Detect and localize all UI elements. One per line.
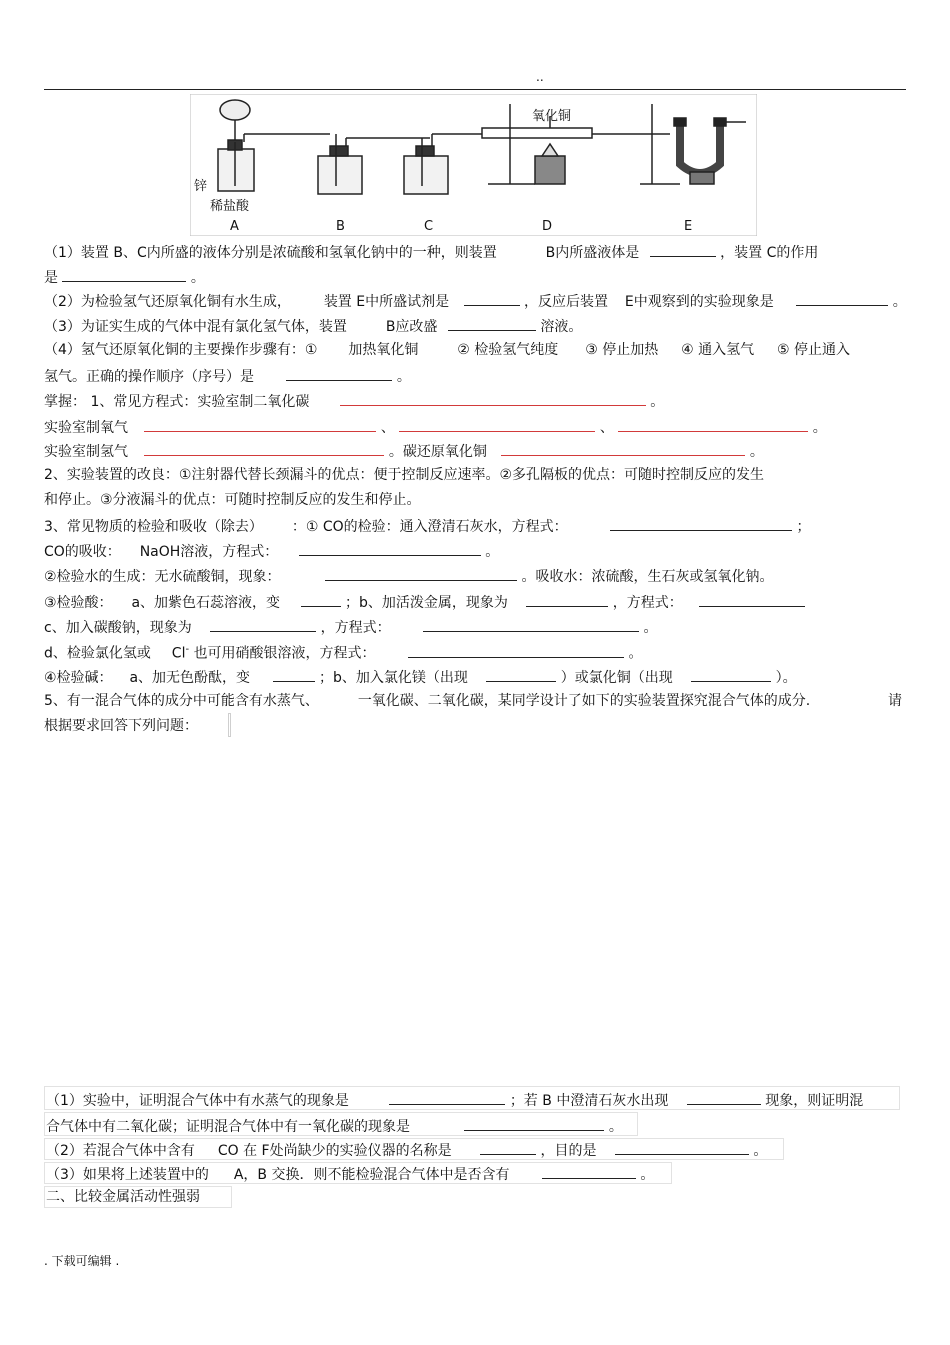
label-b: B [336, 219, 345, 234]
label-a: A [230, 219, 239, 234]
point5-text-a: 5、有一混合气体的成分中可能含有水蒸气、 [44, 693, 319, 709]
hcl-line: d、检验氯化氢或 Cl- 也可用硝酸银溶液，方程式： 。 [44, 644, 643, 662]
q1-blank-function[interactable] [62, 267, 186, 282]
master-line2 [44, 417, 827, 437]
h2-equation-blank[interactable] [144, 441, 384, 456]
hcl-text-d: 。 [628, 645, 643, 662]
label-e: E [684, 219, 693, 234]
s3-text-a: （3）如果将上述装置中的 [46, 1167, 209, 1183]
master-line1 [44, 391, 664, 411]
mgcl2-precipitate-blank[interactable] [486, 667, 556, 682]
base-text-d: ）或氯化铜（出现 [560, 670, 673, 686]
q4-text-g: 氢气。正确的操作顺序（序号）是 [44, 369, 254, 385]
o2-equation-blank-1[interactable] [144, 417, 376, 432]
q1-text-e: 。 [190, 270, 205, 286]
q1-text-c: ，装置 C的作用 [720, 245, 819, 261]
q4-text-f: ⑤ 停止通入 [777, 342, 851, 358]
hcl-text-a: d、检验氯化氢或 [44, 645, 151, 662]
q2-text-b: 装置 E中所盛试剂是 [323, 294, 450, 310]
q2-text-d: E中观察到的实验现象是 [624, 294, 774, 310]
base-text-b: a、加无色酚酞，变 [129, 670, 251, 686]
q1-text-a: （1）装置 B、C内所盛的液体分别是浓硫酸和氢氧化钠中的一种，则装置 [44, 245, 497, 261]
undetectable-gas-blank[interactable] [542, 1164, 636, 1179]
q4-text-h: 。 [396, 369, 411, 385]
q4-blank-order[interactable] [286, 366, 392, 381]
phenolphthalein-color-blank[interactable] [273, 667, 315, 682]
acid-line1 [44, 592, 805, 612]
point2-line1 [44, 466, 764, 484]
base-line [44, 667, 797, 687]
point3-text-c: 的检验：通入澄清石灰水，方程式： [343, 519, 568, 535]
point5-line1 [44, 692, 810, 710]
o2-equation-blank-2[interactable] [399, 417, 595, 432]
q4-line2 [44, 366, 411, 386]
q4-text-c: ② 检验氢气纯度 [457, 342, 559, 358]
acid-text-f: ，方程式： [320, 620, 391, 636]
s2-text-e: 。 [753, 1143, 768, 1159]
cell-border [228, 713, 231, 737]
hcl-text-b: Cl [171, 645, 186, 662]
purpose-blank[interactable] [615, 1140, 749, 1155]
acid-text-g: 。 [643, 620, 658, 636]
section2-heading: 二、比较金属活动性强弱 [46, 1189, 200, 1205]
master-text-o2: 实验室制氧气 [44, 420, 128, 436]
water-text-b: 。吸收水：浓硫酸，生石灰或氢氧化钠。 [521, 569, 774, 585]
master-text-end2: 。 [812, 420, 827, 436]
co2-equation-blank[interactable] [340, 391, 646, 406]
footer-note: . 下载可编辑 . [44, 1254, 120, 1268]
header-rule [44, 89, 906, 90]
litmus-color-blank[interactable] [301, 592, 341, 607]
acid-text-e: c、加入碳酸钠，现象为 [44, 620, 192, 636]
q3-text-b: B应改盛 [385, 319, 438, 335]
s2-text-d: ，目的是 [540, 1143, 597, 1159]
cuo-label: 氧化铜 [532, 109, 572, 124]
label-d: D [542, 219, 553, 234]
q4-text-d: ③ 停止加热 [585, 342, 659, 358]
metal-equation-blank[interactable] [699, 592, 805, 607]
q2-line [44, 291, 907, 311]
co-phenomenon-blank[interactable] [464, 1116, 604, 1131]
water-text-a: ②检验水的生成：无水硫酸铜，现象： [44, 569, 281, 585]
master-text-end1: 。 [650, 394, 665, 410]
s3-text-b: A，B 交换．则不能检验混合气体中是否含有 [233, 1167, 510, 1183]
o2-equation-blank-3[interactable] [618, 417, 808, 432]
q2-blank-reagent[interactable] [464, 291, 520, 306]
label-c: C [424, 219, 434, 234]
zinc-label: 锌 [194, 179, 208, 194]
limewater-phenomenon-blank[interactable] [687, 1090, 761, 1105]
s1-text-d: 合气体中有二氧化碳；证明混合气体中有一氧化碳的现象是 [46, 1119, 410, 1135]
q2-text-a: （2）为检验氢气还原氧化铜有水生成， [44, 294, 291, 310]
acid-text-c: ；b、加活泼金属，现象为 [344, 595, 508, 611]
s2-text-b: CO [217, 1143, 239, 1159]
carbonate-equation-blank[interactable] [423, 617, 639, 632]
q3-line [44, 316, 582, 336]
s1-text-e: 。 [608, 1119, 623, 1135]
s3-line [46, 1164, 654, 1184]
point3-line1 [44, 516, 811, 536]
s1-line1 [46, 1090, 863, 1110]
s3-text-c: 。 [640, 1167, 655, 1183]
base-text-c: ；b、加入氯化镁（出现 [318, 670, 468, 686]
apparatus-diagram [190, 94, 757, 236]
q2-text-e: 。 [892, 294, 907, 310]
water-line [44, 566, 773, 586]
metal-phenomenon-blank[interactable] [526, 592, 608, 607]
point5-line2 [44, 717, 198, 735]
q1-text-d: 是 [44, 270, 58, 286]
q1-blank-liquid[interactable] [650, 242, 716, 257]
master-text-end3: 。 [749, 444, 764, 460]
s1-text-a: （1）实验中，证明混合气体中有水蒸气的现象是 [46, 1093, 349, 1109]
point3-text-h: 。 [485, 544, 500, 560]
point5-text-d: 根据要求回答下列问题： [44, 718, 198, 734]
q4-text-a: （4）氢气还原氧化铜的主要操作步骤有：① [44, 342, 318, 358]
missing-instrument-blank[interactable] [480, 1140, 536, 1155]
hcl-text-c: 也可用硝酸银溶液，方程式： [193, 645, 376, 662]
s2-line [46, 1140, 767, 1160]
co2-test-equation-blank[interactable] [610, 516, 792, 531]
acid-text-d: ，方程式： [612, 595, 683, 611]
master-text-h2: 实验室制氢气 [44, 444, 128, 460]
q4-text-b: 加热氧化铜 [348, 342, 419, 358]
acid-line2 [44, 617, 658, 637]
base-text-a: ④检验碱： [44, 670, 113, 686]
silver-nitrate-equation-blank[interactable] [408, 643, 624, 658]
point3-text-f: 的吸收： [64, 544, 121, 560]
point2-line2 [44, 491, 421, 509]
acid-text-a: ③检验酸： [44, 595, 113, 611]
header-dots: .. [536, 70, 544, 84]
s2-text-a: （2）若混合气体中含有 [46, 1143, 195, 1159]
s1-text-c: 现象，则证明混 [765, 1093, 864, 1109]
s1-line2 [46, 1116, 623, 1136]
point3-text-g: NaOH溶液，方程式： [139, 544, 279, 560]
co2-absorb-equation-blank[interactable] [299, 541, 481, 556]
point2-text-a: 2、实验装置的改良：①注射器代替长颈漏斗的优点：便于控制反应速率。②多孔隔板的优点：可随时控制反应的发生 [44, 467, 765, 483]
q3-text-c: 溶液。 [540, 319, 583, 335]
q3-blank-solution[interactable] [448, 316, 536, 331]
carbonate-phenomenon-blank[interactable] [210, 617, 316, 632]
q1-line1 [44, 242, 818, 262]
q2-text-c: ，反应后装置 [524, 294, 609, 310]
master-text-co2: 掌握： 1、常见方程式：实验室制二氧化碳 [44, 394, 310, 410]
point3-text-e: CO [44, 544, 65, 560]
acid-text-b: a、加紫色石蕊溶液，变 [131, 595, 281, 611]
master-text-sep2: 、 [599, 420, 614, 436]
point2-text-b: 和停止。③分液漏斗的优点：可随时控制反应的发生和停止。 [44, 492, 421, 508]
water-phenomenon-blank[interactable] [325, 566, 517, 581]
point3-text-b: ：① CO [291, 519, 344, 535]
master-text-c-cuo: 。碳还原氧化铜 [388, 444, 487, 460]
point3-text-a: 3、常见物质的检验和吸收（除去） [44, 519, 263, 535]
s2-text-c: 在 F处尚缺少的实验仪器的名称是 [243, 1143, 452, 1159]
base-text-e: ）。 [775, 670, 797, 686]
q3-text-a: （3）为证实生成的气体中混有氯化氢气体，装置 [44, 319, 347, 335]
c-cuo-equation-blank[interactable] [501, 441, 745, 456]
q1-line2 [44, 267, 205, 287]
q1-text-b: B内所盛液体是 [545, 245, 640, 261]
water-vapor-phenomenon-blank[interactable] [389, 1090, 505, 1105]
point3-text-d: ； [796, 519, 811, 535]
q2-blank-phenomenon[interactable] [796, 291, 888, 306]
q4-text-e: ④ 通入氢气 [681, 342, 755, 358]
point5-please: 请 [888, 693, 902, 709]
s1-text-b: ；若 B 中澄清石灰水出现 [509, 1093, 669, 1109]
master-line3 [44, 441, 764, 461]
acid-label: 稀盐酸 [210, 199, 250, 214]
point3-line2 [44, 541, 499, 561]
q4-line1 [44, 341, 850, 359]
master-text-sep1: 、 [380, 420, 395, 436]
point5-text-b: 一氧化碳、二氧化碳，某同学设计了如下的实验装置探究混合气体的成分. [357, 693, 811, 709]
cucl2-precipitate-blank[interactable] [691, 667, 771, 682]
